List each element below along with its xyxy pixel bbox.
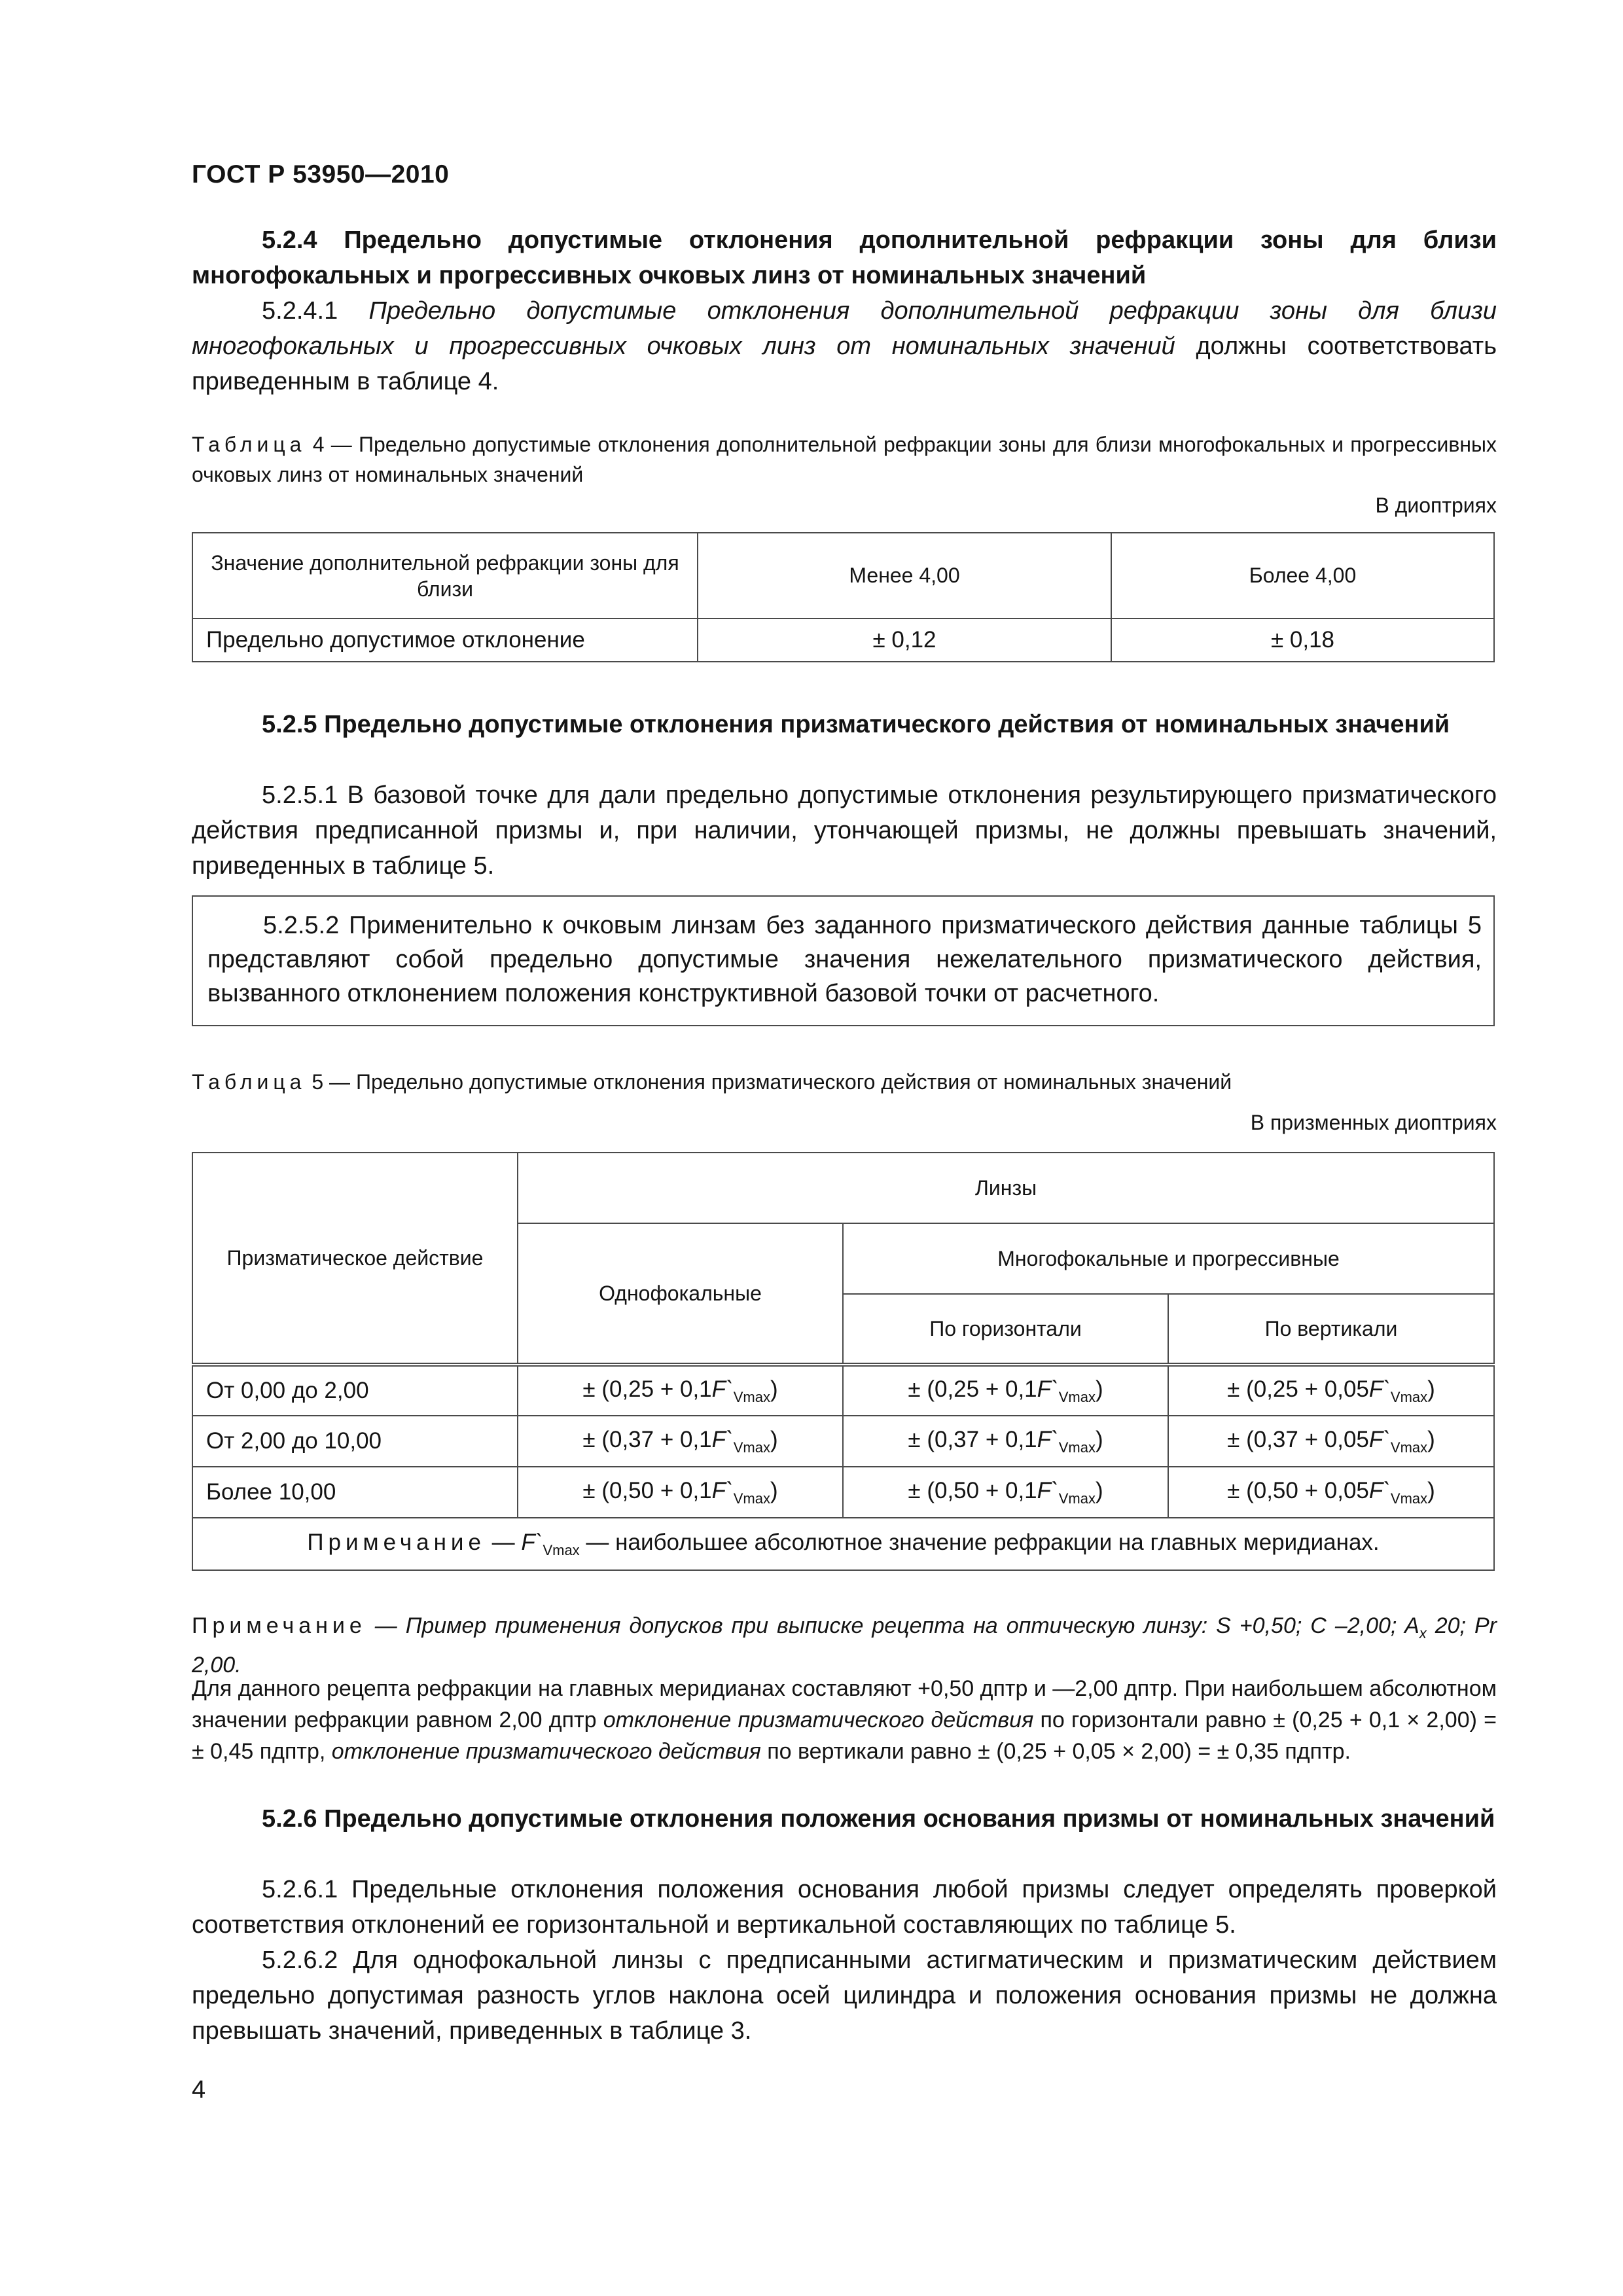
- document-header: ГОСТ Р 53950—2010: [192, 160, 450, 188]
- table5-range-cell: От 0,00 до 2,00: [192, 1365, 518, 1416]
- table4-head-cell: Значение дополнительной рефракции зоны для близи: [192, 533, 698, 619]
- section-heading-5-2-6: 5.2.6 Предельно допустимые отклонения положения основания призмы от номинальных значений: [262, 1805, 1495, 1833]
- table5-head-prism: Призматическое действие: [192, 1153, 518, 1365]
- paragraph-5-2-5-1: 5.2.5.1 В базовой точке для дали предельно допустимые отклонения результирующего призматического действия предписанной призмы и, при наличии, утончающей призмы, не должны превышать значений, приведенных в таблице 5.: [192, 781, 1497, 880]
- paragraph-5-2-5-2-box: [192, 895, 1495, 1026]
- table5-value-cell: ± $(0,25 + 0,05F`_{Vmax})$: [1168, 1365, 1494, 1416]
- table5-value-cell: ± $(0,50 + 0,1F`_{Vmax})$: [843, 1467, 1168, 1518]
- table4-cell: ± 0,18: [1111, 619, 1494, 662]
- table4-cell: ± 0,12: [698, 619, 1111, 662]
- table5-range-cell: Более 10,00: [192, 1467, 518, 1518]
- table4-head-cell: Более 4,00: [1111, 533, 1494, 619]
- paragraph-5-2-4-1: 5.2.4.1 Предельно допустимые отклонения дополнительной рефракции зоны для близи многофокальных и прогрессивных очковых линз от номинальных значений должны соответствовать приведенным в таблице 4.: [192, 297, 1497, 395]
- paragraph-5-2-6-2: 5.2.6.2 Для однофокальной линзы с предписанными астигматическим и призматическим действием предельно допустимая разность углов наклона осей цилиндра и положения основания призмы не должна превышать значений, приведенных в таблице 3.: [192, 1946, 1497, 2045]
- table-5: [192, 1152, 1495, 1571]
- table5-value-cell: ± $(0,37 + 0,1F`_{Vmax})$: [518, 1416, 843, 1467]
- section-heading-5-2-5: 5.2.5 Предельно допустимые отклонения призматического действия от номинальных значений: [262, 711, 1450, 738]
- table5-value-cell: ± $(0,37 + 0,1F`_{Vmax})$: [843, 1416, 1168, 1467]
- table5-value-cell: ± $(0,25 + 0,1F`_{Vmax})$: [518, 1365, 843, 1416]
- table-4: [192, 532, 1495, 662]
- table4-unit: В диоптриях: [1375, 493, 1497, 517]
- table5-head-horizontal: По горизонтали: [843, 1294, 1168, 1365]
- table5-value-cell: ± $(0,50 + 0,05F`_{Vmax})$: [1168, 1467, 1494, 1518]
- example-note-calculation: Для данного рецепта рефракции на главных меридианах составляют +0,50 дптр и —2,00 дптр. При наибольшем абсолютном значении рефракции равном 2,00 дптр отклонение призматического действия по горизонтали равно ± (0,25 + 0,1 × 2,00) = ± 0,45 пдптр, отклонение призматического действия по вертикали равно ± (0,25 + 0,05 × 2,00) = ± 0,35 пдптр.: [192, 1676, 1497, 1764]
- paragraph-5-2-6-1: 5.2.6.1 Предельные отклонения положения основания любой призмы следует определять проверкой соответствия отклонений ее горизонтальной и вертикальной составляющих по таблице 5.: [192, 1876, 1497, 1939]
- table5-value-cell: ± $(0,37 + 0,05F`_{Vmax})$: [1168, 1416, 1494, 1467]
- table4-caption: Таблица 4 — Предельно допустимые отклонения дополнительной рефракции зоны для близи многофокальных и прогрессивных очковых линз от номинальных значений: [192, 433, 1497, 486]
- table5-head-single: Однофокальные: [518, 1223, 843, 1365]
- table4-head-cell: Менее 4,00: [698, 533, 1111, 619]
- table5-value-cell: ± $(0,25 + 0,1F`_{Vmax})$: [843, 1365, 1168, 1416]
- table5-note: Примечание — $F`_{Vmax}$ — наибольшее абсолютное значение рефракции на главных меридианах.: [192, 1518, 1494, 1570]
- table5-range-cell: От 2,00 до 10,00: [192, 1416, 518, 1467]
- example-note: Примечание — Пример применения допусков при выписке рецепта на оптическую линзу: S +0,50; C –2,00; $A_x$ 20; Pr 2,00.: [192, 1613, 1497, 1677]
- table5-head-lenses: Линзы: [518, 1153, 1494, 1223]
- table5-value-cell: ± $(0,50 + 0,1F`_{Vmax})$: [518, 1467, 843, 1518]
- table4-cell: Предельно допустимое отклонение: [192, 619, 698, 662]
- page-number: 4: [192, 2076, 206, 2104]
- table5-head-multi: Многофокальные и прогрессивные: [843, 1223, 1494, 1294]
- table5-caption: Таблица 5 — Предельно допустимые отклонения призматического действия от номинальных значений: [192, 1070, 1232, 1094]
- section-heading-5-2-4: 5.2.4 Предельно допустимые отклонения дополнительной рефракции зоны для близи многофокальных и прогрессивных очковых линз от номинальных значений: [192, 226, 1497, 289]
- paragraph-5-2-5-2: 5.2.5.2 Применительно к очковым линзам без заданного призматического действия данные таблицы 5 представляют собой предельно допустимые значения нежелательного призматического действия, вызванного отклонением положения конструктивной базовой точки от расчетного.: [207, 912, 1482, 1007]
- table5-unit: В призменных диоптриях: [1250, 1111, 1497, 1134]
- table5-head-vertical: По вертикали: [1168, 1294, 1494, 1365]
